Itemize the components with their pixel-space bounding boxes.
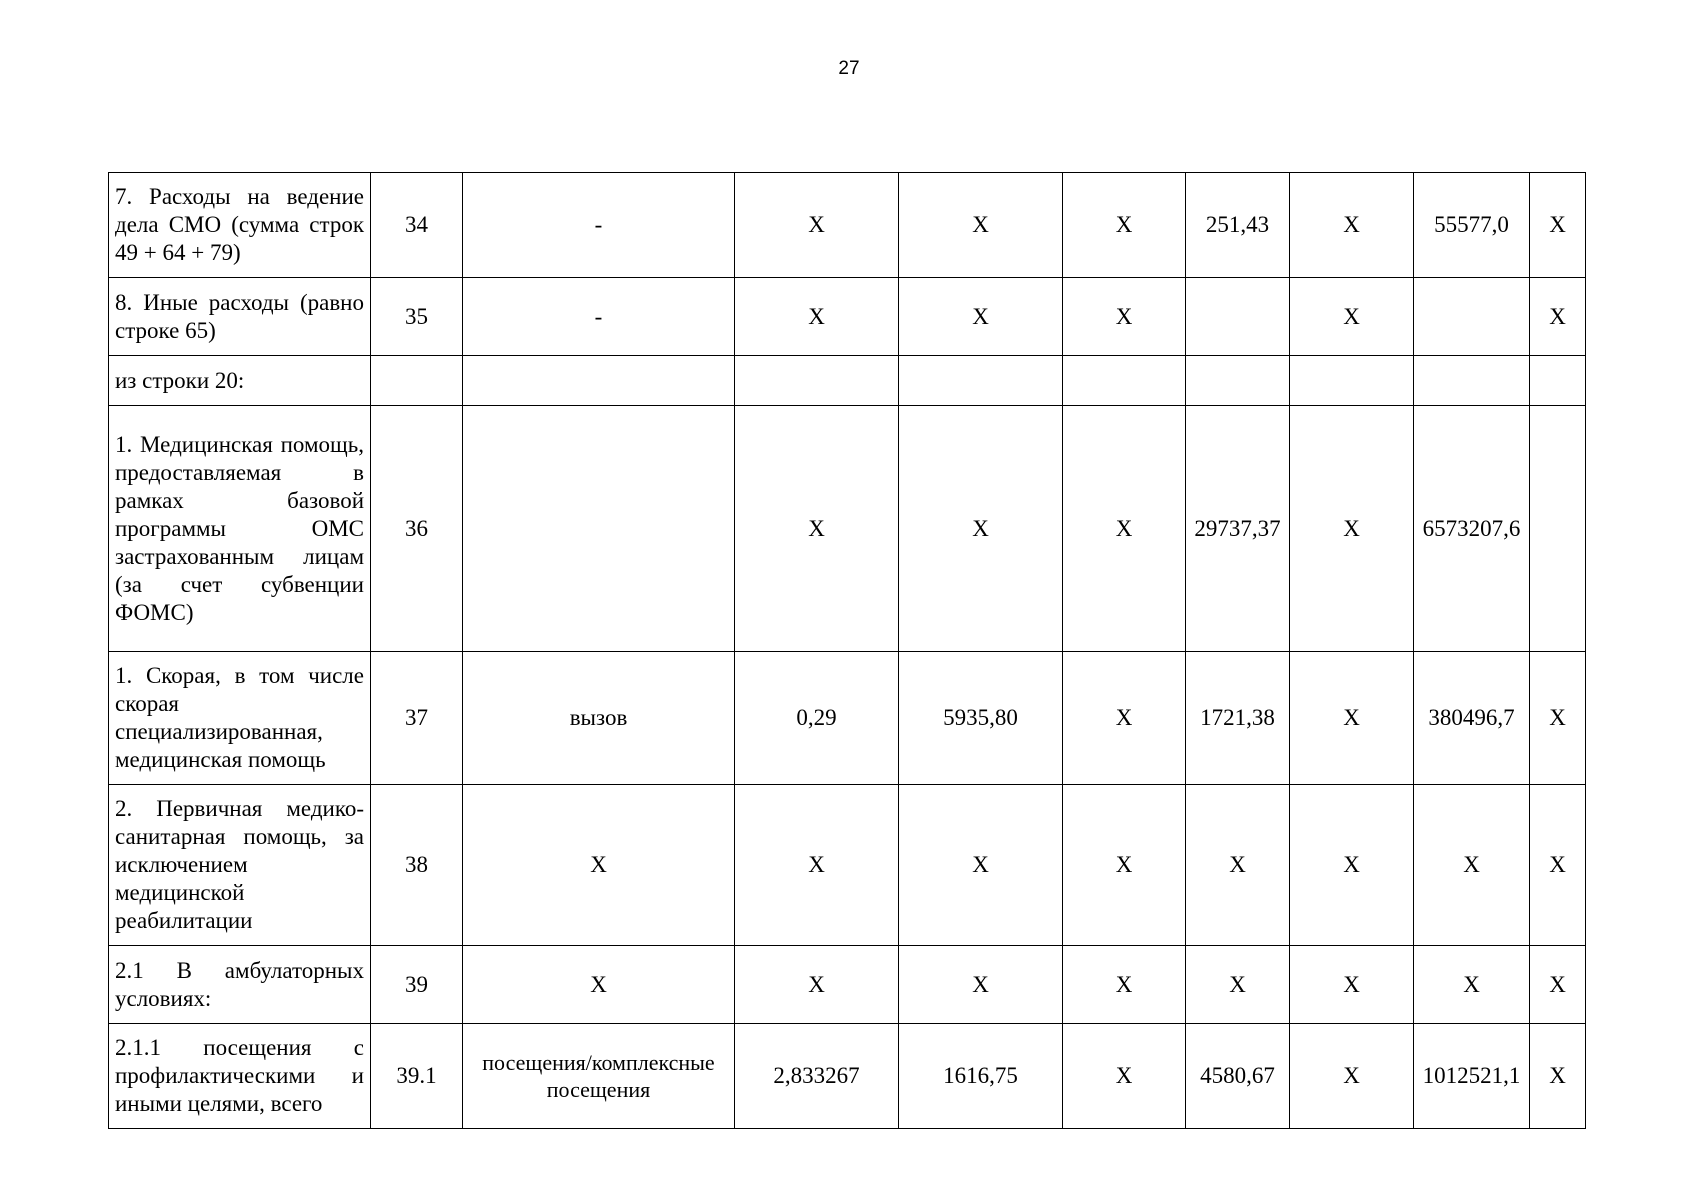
value-cell-7: 251,43 bbox=[1186, 173, 1290, 278]
value-cell-9: X bbox=[1414, 785, 1530, 946]
value-cell-9 bbox=[1414, 356, 1530, 406]
line-number-cell: 39.1 bbox=[371, 1024, 463, 1129]
value-cell-7 bbox=[1186, 278, 1290, 356]
cost-cell: X bbox=[899, 946, 1063, 1024]
value-cell-7: 4580,67 bbox=[1186, 1024, 1290, 1129]
row-name-cell: 2.1.1 посещения с профилактическими и иными целями, всего bbox=[109, 1024, 371, 1129]
value-cell-8: X bbox=[1290, 785, 1414, 946]
cost-cell: X bbox=[899, 406, 1063, 652]
value-cell-7: X bbox=[1186, 785, 1290, 946]
value-cell-10: X bbox=[1530, 946, 1586, 1024]
value-cell-9: 380496,7 bbox=[1414, 652, 1530, 785]
row-name-cell: 2.1 В амбулаторных условиях: bbox=[109, 946, 371, 1024]
value-cell-7 bbox=[1186, 356, 1290, 406]
unit-cell: - bbox=[463, 173, 735, 278]
unit-cell: посещения/комплексные посещения bbox=[463, 1024, 735, 1129]
line-number-cell: 37 bbox=[371, 652, 463, 785]
unit-cell: - bbox=[463, 278, 735, 356]
volume-cell: X bbox=[735, 173, 899, 278]
value-cell-10: X bbox=[1530, 652, 1586, 785]
value-cell-7: 29737,37 bbox=[1186, 406, 1290, 652]
unit-cell: X bbox=[463, 785, 735, 946]
table-row bbox=[109, 652, 1586, 785]
line-number-cell: 35 bbox=[371, 278, 463, 356]
value-cell-8: X bbox=[1290, 406, 1414, 652]
row-name-cell: 2. Первичная медико-санитарная помощь, за исключением медицинской реабилитации bbox=[109, 785, 371, 946]
value-cell-6: X bbox=[1063, 1024, 1186, 1129]
cost-cell: 5935,80 bbox=[899, 652, 1063, 785]
value-cell-7: 1721,38 bbox=[1186, 652, 1290, 785]
volume-cell bbox=[735, 356, 899, 406]
value-cell-6 bbox=[1063, 356, 1186, 406]
unit-cell bbox=[463, 406, 735, 652]
line-number-cell: 38 bbox=[371, 785, 463, 946]
table-row bbox=[109, 785, 1586, 946]
cost-cell: X bbox=[899, 173, 1063, 278]
table-row bbox=[109, 278, 1586, 356]
value-cell-8: X bbox=[1290, 173, 1414, 278]
table-row bbox=[109, 173, 1586, 278]
volume-cell: X bbox=[735, 406, 899, 652]
value-cell-8: X bbox=[1290, 278, 1414, 356]
value-cell-9: 6573207,6 bbox=[1414, 406, 1530, 652]
budget-table bbox=[108, 172, 1586, 1129]
value-cell-6: X bbox=[1063, 652, 1186, 785]
line-number-cell bbox=[371, 356, 463, 406]
value-cell-10 bbox=[1530, 356, 1586, 406]
page-number: 27 bbox=[838, 58, 860, 79]
volume-cell: 0,29 bbox=[735, 652, 899, 785]
value-cell-10: X bbox=[1530, 278, 1586, 356]
value-cell-6: X bbox=[1063, 406, 1186, 652]
row-name-cell: 1. Скорая, в том числе скорая специализированная, медицинская помощь bbox=[109, 652, 371, 785]
value-cell-9 bbox=[1414, 278, 1530, 356]
cost-cell bbox=[899, 356, 1063, 406]
value-cell-7: X bbox=[1186, 946, 1290, 1024]
value-cell-8: X bbox=[1290, 1024, 1414, 1129]
table-row bbox=[109, 946, 1586, 1024]
table-row bbox=[109, 1024, 1586, 1129]
volume-cell: X bbox=[735, 946, 899, 1024]
value-cell-10 bbox=[1530, 406, 1586, 652]
value-cell-6: X bbox=[1063, 946, 1186, 1024]
line-number-cell: 34 bbox=[371, 173, 463, 278]
unit-cell: X bbox=[463, 946, 735, 1024]
table-row bbox=[109, 356, 1586, 406]
value-cell-6: X bbox=[1063, 785, 1186, 946]
value-cell-10: X bbox=[1530, 1024, 1586, 1129]
cost-cell: 1616,75 bbox=[899, 1024, 1063, 1129]
value-cell-6: X bbox=[1063, 173, 1186, 278]
value-cell-9: 55577,0 bbox=[1414, 173, 1530, 278]
line-number-cell: 36 bbox=[371, 406, 463, 652]
row-name-cell: 1. Медицинская помощь, предоставляемая в рамках базовой программы ОМС застрахованным лицам (за счет субвенции ФОМС) bbox=[109, 406, 371, 652]
table-row bbox=[109, 406, 1586, 652]
row-name-cell: 8. Иные расходы (равно строке 65) bbox=[109, 278, 371, 356]
value-cell-10: X bbox=[1530, 173, 1586, 278]
value-cell-8 bbox=[1290, 356, 1414, 406]
volume-cell: 2,833267 bbox=[735, 1024, 899, 1129]
value-cell-10: X bbox=[1530, 785, 1586, 946]
cost-cell: X bbox=[899, 785, 1063, 946]
value-cell-6: X bbox=[1063, 278, 1186, 356]
volume-cell: X bbox=[735, 785, 899, 946]
unit-cell bbox=[463, 356, 735, 406]
value-cell-9: X bbox=[1414, 946, 1530, 1024]
row-name-cell: из строки 20: bbox=[109, 356, 371, 406]
value-cell-8: X bbox=[1290, 946, 1414, 1024]
row-name-cell: 7. Расходы на ведение дела СМО (сумма строк 49 + 64 + 79) bbox=[109, 173, 371, 278]
line-number-cell: 39 bbox=[371, 946, 463, 1024]
value-cell-9: 1012521,1 bbox=[1414, 1024, 1530, 1129]
volume-cell: X bbox=[735, 278, 899, 356]
cost-cell: X bbox=[899, 278, 1063, 356]
value-cell-8: X bbox=[1290, 652, 1414, 785]
unit-cell: вызов bbox=[463, 652, 735, 785]
